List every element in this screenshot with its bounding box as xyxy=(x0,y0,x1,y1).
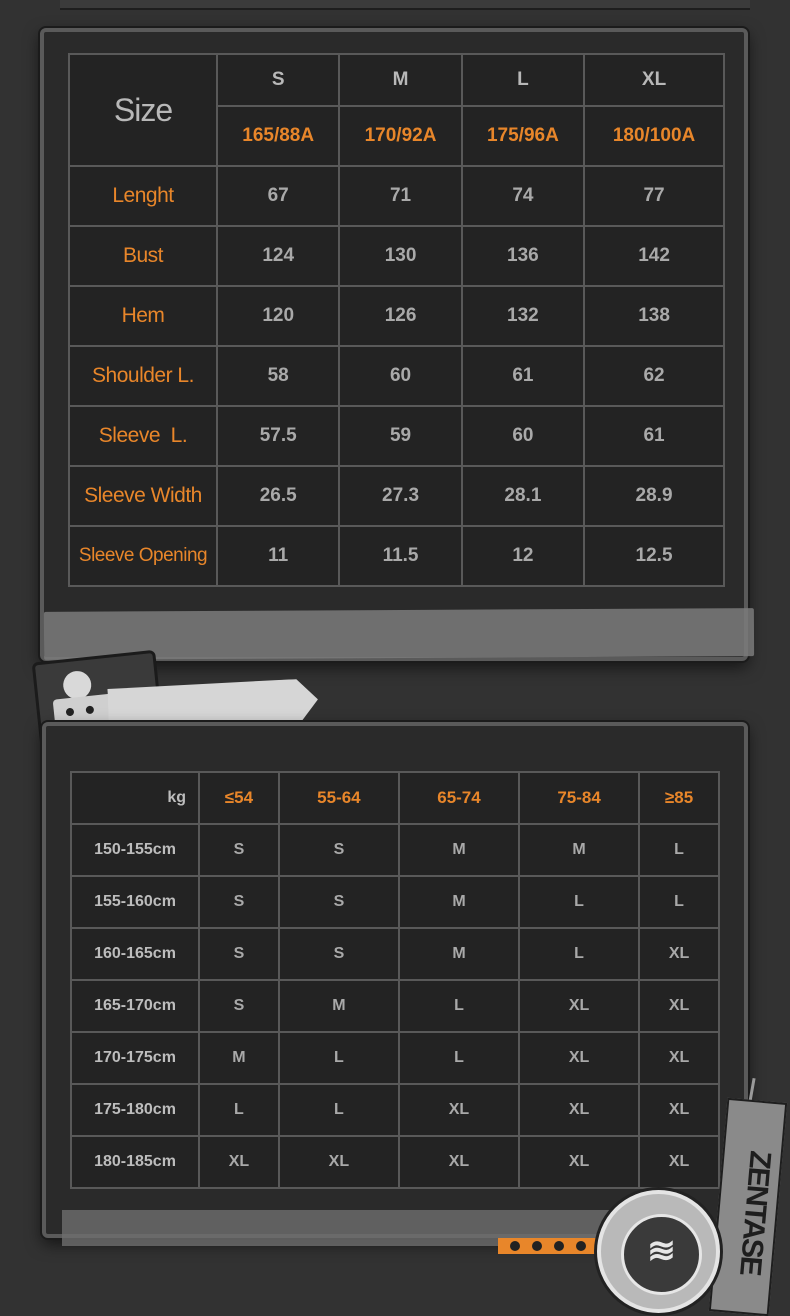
unit-label: kg xyxy=(71,772,199,824)
fit-row xyxy=(71,876,719,928)
measurement-value: 74 xyxy=(462,166,584,226)
measurement-value: 27.3 xyxy=(339,466,461,526)
fit-row xyxy=(71,980,719,1032)
fit-cell: XL xyxy=(519,1032,639,1084)
size-corner-label: Size xyxy=(69,54,217,166)
measurement-label: Hem xyxy=(69,286,217,346)
fit-cell: L xyxy=(639,876,719,928)
brand-badge-icon xyxy=(597,1190,720,1313)
measurement-label: Bust xyxy=(69,226,217,286)
measurement-value: 58 xyxy=(217,346,339,406)
weight-header-cell: 55-64 xyxy=(279,772,399,824)
fit-cell: XL xyxy=(279,1136,399,1188)
height-label: 155-160cm xyxy=(71,876,199,928)
standard-cell: 175/96A xyxy=(462,106,584,166)
orange-tape-strip xyxy=(498,1238,602,1254)
badge-glyph-icon: ≋ xyxy=(647,1232,676,1270)
measurement-label: Sleeve Opening xyxy=(69,526,217,586)
measurement-value: 130 xyxy=(339,226,461,286)
fit-cell: L xyxy=(199,1084,279,1136)
size-header-cell: XL xyxy=(584,54,724,106)
fit-row xyxy=(71,1032,719,1084)
fit-cell: S xyxy=(279,928,399,980)
fit-cell: M xyxy=(519,824,639,876)
fit-cell: L xyxy=(399,1032,519,1084)
fit-cell: S xyxy=(199,928,279,980)
measurement-value: 12.5 xyxy=(584,526,724,586)
fit-row xyxy=(71,824,719,876)
fit-cell: XL xyxy=(399,1136,519,1188)
fit-cell: XL xyxy=(639,1136,719,1188)
fit-cell: XL xyxy=(519,1136,639,1188)
size-header-cell: S xyxy=(217,54,339,106)
measurement-row xyxy=(69,166,724,226)
height-label: 150-155cm xyxy=(71,824,199,876)
measurement-value: 61 xyxy=(584,406,724,466)
standard-cell: 165/88A xyxy=(217,106,339,166)
fit-row xyxy=(71,1136,719,1188)
measurement-row xyxy=(69,286,724,346)
measurement-value: 126 xyxy=(339,286,461,346)
weight-header-cell: 65-74 xyxy=(399,772,519,824)
fit-cell: L xyxy=(279,1084,399,1136)
fit-cell: XL xyxy=(639,980,719,1032)
measurement-value: 28.9 xyxy=(584,466,724,526)
measurement-value: 120 xyxy=(217,286,339,346)
fit-cell: M xyxy=(399,928,519,980)
measurement-label: Sleeve Width xyxy=(69,466,217,526)
fit-row xyxy=(71,1084,719,1136)
weight-header-cell: ≥85 xyxy=(639,772,719,824)
standard-cell: 170/92A xyxy=(339,106,461,166)
measurement-value: 59 xyxy=(339,406,461,466)
measurement-value: 11 xyxy=(217,526,339,586)
fit-cell: S xyxy=(199,824,279,876)
fit-cell: L xyxy=(639,824,719,876)
measurement-value: 67 xyxy=(217,166,339,226)
height-label: 170-175cm xyxy=(71,1032,199,1084)
measurement-value: 71 xyxy=(339,166,461,226)
measurement-value: 77 xyxy=(584,166,724,226)
measurement-value: 124 xyxy=(217,226,339,286)
measurement-value: 12 xyxy=(462,526,584,586)
fit-guide-table xyxy=(70,771,720,1189)
size-header-row xyxy=(69,54,724,106)
height-label: 180-185cm xyxy=(71,1136,199,1188)
size-measurement-table xyxy=(68,53,725,587)
fit-cell: S xyxy=(199,980,279,1032)
fit-cell: M xyxy=(279,980,399,1032)
fit-cell: XL xyxy=(399,1084,519,1136)
measurement-value: 11.5 xyxy=(339,526,461,586)
fit-cell: L xyxy=(519,876,639,928)
hang-tag-text: ZENTASE xyxy=(733,1149,777,1276)
fit-cell: L xyxy=(519,928,639,980)
height-label: 165-170cm xyxy=(71,980,199,1032)
fit-cell: XL xyxy=(639,1084,719,1136)
measurement-value: 26.5 xyxy=(217,466,339,526)
measurement-value: 62 xyxy=(584,346,724,406)
fit-cell: L xyxy=(399,980,519,1032)
weight-header-row xyxy=(71,772,719,824)
top-divider xyxy=(60,0,750,10)
fit-cell: S xyxy=(279,876,399,928)
fit-cell: S xyxy=(279,824,399,876)
fit-cell: XL xyxy=(199,1136,279,1188)
weight-header-cell: 75-84 xyxy=(519,772,639,824)
measurement-row xyxy=(69,346,724,406)
fit-cell: S xyxy=(199,876,279,928)
measurement-row xyxy=(69,226,724,286)
fit-cell: XL xyxy=(519,1084,639,1136)
measurement-value: 28.1 xyxy=(462,466,584,526)
height-label: 160-165cm xyxy=(71,928,199,980)
fit-row xyxy=(71,928,719,980)
measurement-value: 60 xyxy=(462,406,584,466)
fit-cell: XL xyxy=(639,928,719,980)
fit-cell: XL xyxy=(639,1032,719,1084)
measurement-value: 57.5 xyxy=(217,406,339,466)
measurement-value: 61 xyxy=(462,346,584,406)
measurement-value: 132 xyxy=(462,286,584,346)
fit-cell: M xyxy=(399,876,519,928)
measurement-label: Lenght xyxy=(69,166,217,226)
weight-header-cell: ≤54 xyxy=(199,772,279,824)
measurement-value: 60 xyxy=(339,346,461,406)
measurement-value: 138 xyxy=(584,286,724,346)
standard-cell: 180/100A xyxy=(584,106,724,166)
size-header-cell: M xyxy=(339,54,461,106)
measurement-row xyxy=(69,526,724,586)
measurement-value: 136 xyxy=(462,226,584,286)
measurement-row xyxy=(69,406,724,466)
fit-cell: M xyxy=(199,1032,279,1084)
measurement-label: Sleeve L. xyxy=(69,406,217,466)
badge-center xyxy=(621,1214,702,1295)
fit-cell: M xyxy=(399,824,519,876)
measurement-value: 142 xyxy=(584,226,724,286)
height-label: 175-180cm xyxy=(71,1084,199,1136)
size-header-cell: L xyxy=(462,54,584,106)
fit-cell: L xyxy=(279,1032,399,1084)
measurement-row xyxy=(69,466,724,526)
measurement-label: Shoulder L. xyxy=(69,346,217,406)
fit-cell: XL xyxy=(519,980,639,1032)
